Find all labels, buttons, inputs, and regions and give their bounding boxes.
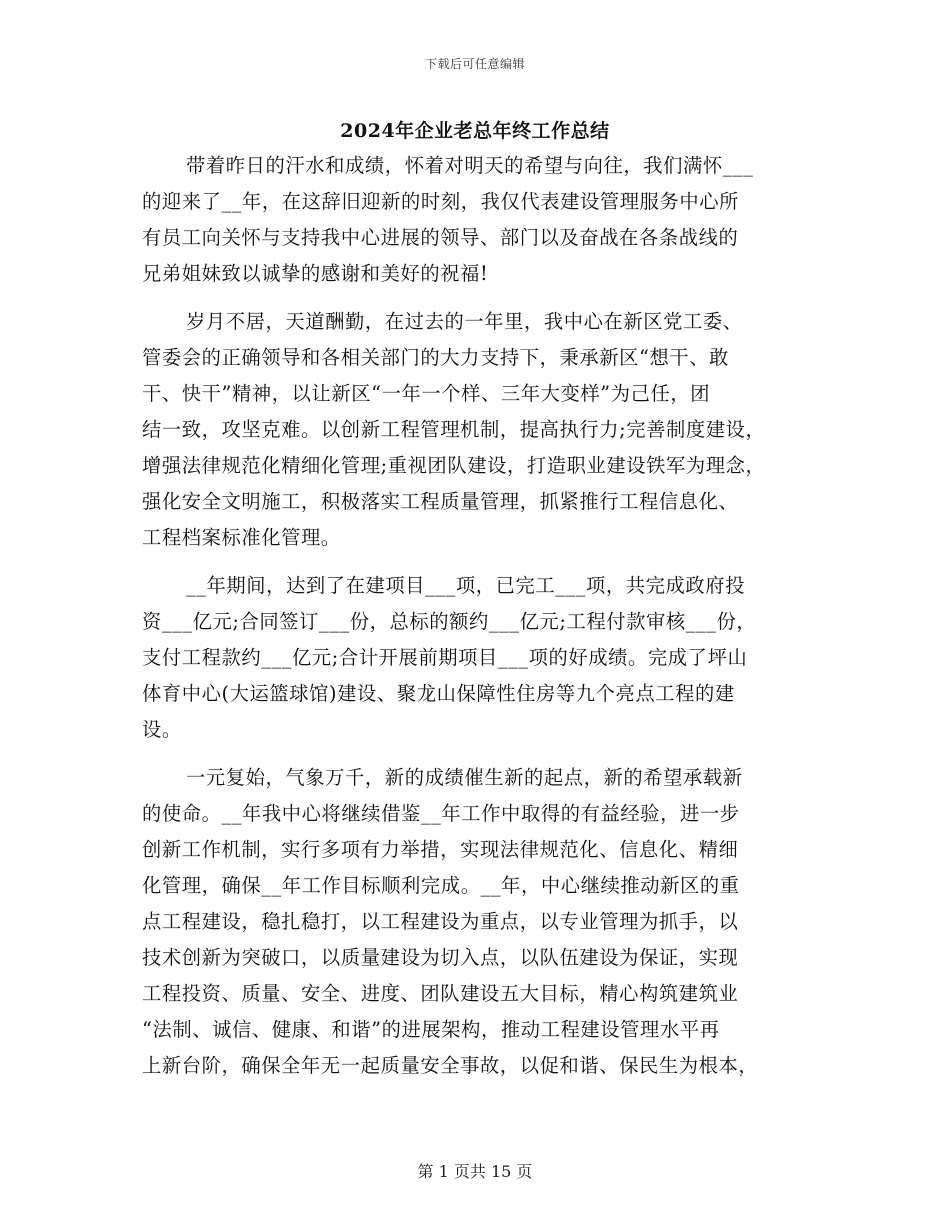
paragraph-3	[142, 568, 808, 748]
text-line: 强化安全文明施工，积极落实工程质量管理，抓紧推行工程信息化、	[142, 490, 739, 513]
text-line: 的使命。__年我中心将继续借鉴__年工作中取得的有益经验，进一步	[142, 802, 740, 825]
text-line: 工程档案标准化管理。	[142, 526, 341, 549]
text-line: 有员工向关怀与支持我中心进展的领导、部门以及奋战在各条战线的	[142, 226, 739, 249]
text-line: 干、快干”精神，以让新区“一年一个样、三年大变样”为己任，团	[142, 382, 711, 405]
text-line: 一元复始，气象万千，新的成绩催生新的起点，新的希望承载新	[186, 766, 743, 789]
document-body	[142, 148, 808, 1084]
text-line: 兄弟姐妹致以诚挚的感谢和美好的祝福!	[142, 262, 489, 285]
text-line: 资___亿元;合同签订___份，总标的额约___亿元;工程付款审核___份，	[142, 610, 757, 633]
page-header: 下载后可任意编辑	[424, 57, 525, 71]
text-line: 增强法律规范化精细化管理;重视团队建设，打造职业建设铁军为理念，	[142, 454, 766, 477]
text-line: 结一致，攻坚克难。以创新工程管理机制，提高执行力;完善制度建设，	[142, 418, 766, 441]
text-line: 点工程建设，稳扎稳打，以工程建设为重点，以专业管理为抓手，以	[142, 910, 739, 933]
paragraph-1	[142, 148, 808, 292]
text-line: 岁月不居，天道酬勤，在过去的一年里，我中心在新区党工委、	[186, 310, 743, 333]
text-line: “法制、诚信、健康、和谐”的进展架构，推动工程建设管理水平再	[142, 1018, 720, 1041]
paragraph-2	[142, 304, 808, 556]
text-line: __年期间，达到了在建项目___项，已完工___项，共完成政府投	[186, 574, 746, 597]
text-line: 带着昨日的汗水和成绩，怀着对明天的希望与向往，我们满怀___	[186, 154, 754, 177]
text-line: 化管理，确保__年工作目标顺利完成。__年，中心继续推动新区的重	[142, 874, 740, 897]
text-line: 技术创新为突破口，以质量建设为切入点，以队伍建设为保证，实现	[142, 946, 739, 969]
text-line: 设。	[142, 718, 182, 741]
text-line: 管委会的正确领导和各相关部门的大力支持下，秉承新区“想干、敢	[142, 346, 730, 369]
text-line: 工程投资、质量、安全、进度、团队建设五大目标，精心构筑建筑业	[142, 982, 739, 1005]
document-title: 2024年企业老总年终工作总结	[340, 120, 610, 142]
text-line: 上新台阶，确保全年无一起质量安全事故，以促和谐、保民生为根本，	[142, 1054, 759, 1077]
text-line: 支付工程款约___亿元;合计开展前期项目___项的好成绩。完成了坪山	[142, 646, 748, 669]
text-line: 的迎来了__年，在这辞旧迎新的时刻，我仅代表建设管理服务中心所	[142, 190, 740, 213]
page-footer: 第 1 页共 15 页	[417, 1162, 533, 1181]
text-line: 体育中心(大运篮球馆)建设、聚龙山保障性住房等九个亮点工程的建	[142, 682, 735, 705]
paragraph-4	[142, 760, 808, 1084]
text-line: 创新工作机制，实行多项有力举措，实现法律规范化、信息化、精细	[142, 838, 739, 861]
